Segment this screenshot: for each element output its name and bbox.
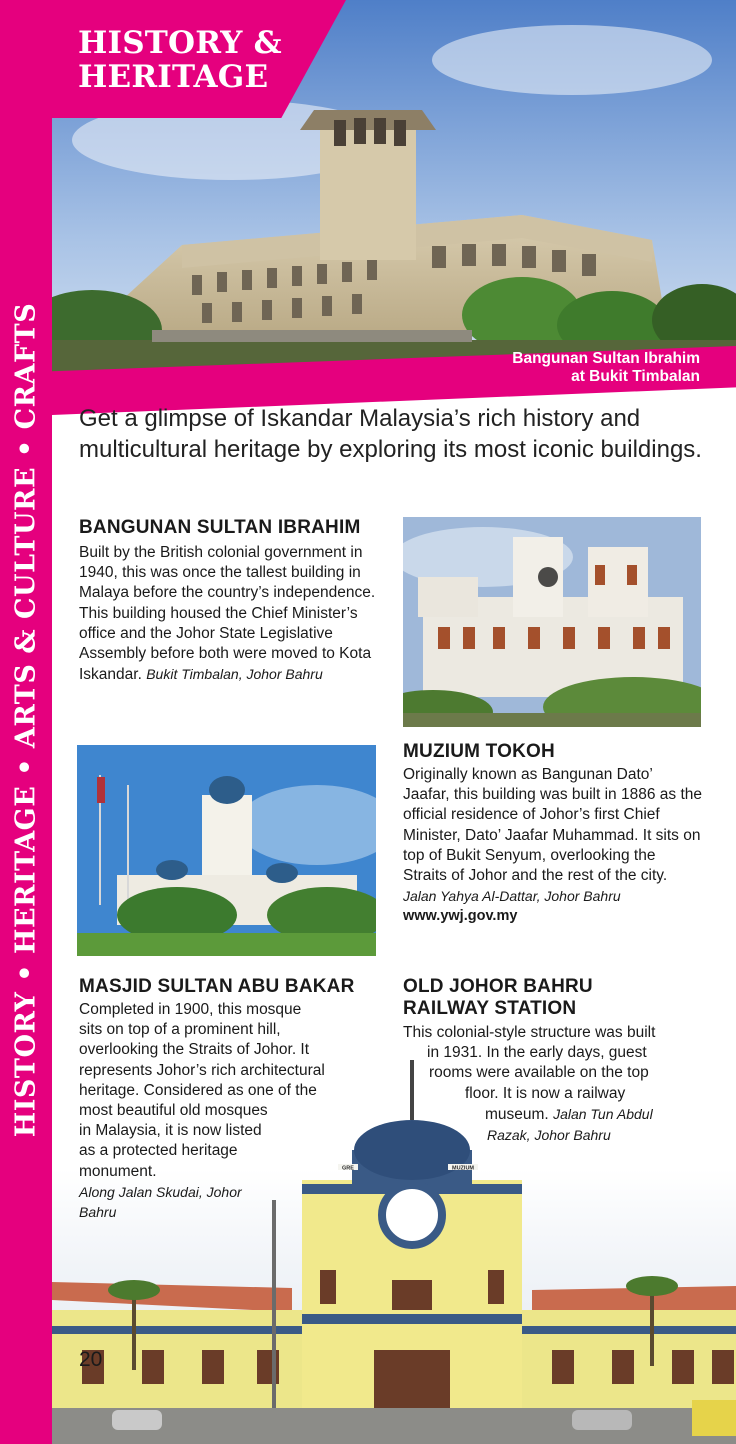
entry-title-old-johor-bahru-railway-station: [403, 976, 703, 1020]
entry-text: museum.: [485, 1105, 549, 1123]
hero-caption-line-2: at Bukit Timbalan: [571, 368, 700, 385]
entry-location: Bukit Timbalan, Johor Bahru: [146, 666, 323, 683]
station-sign-left: GRE: [342, 1165, 354, 1172]
page-title-line-1: HISTORY &: [78, 25, 282, 61]
entry-text-line: sits on top of a prominent hill,: [79, 1021, 281, 1039]
page-title: [78, 26, 338, 94]
side-category-strip: [0, 0, 52, 1444]
entry-text-line: in Malaysia, it is now listed: [79, 1122, 262, 1140]
photo-masjid-sultan-abu-bakar: [77, 745, 376, 956]
entry-location: Jalan Yahya Al-Dattar, Johor Bahru: [403, 888, 621, 905]
entry-location-part-2: Razak, Johor Bahru: [487, 1127, 611, 1144]
entry-text-line: floor. It is now a railway: [465, 1084, 626, 1102]
entry-title-bangunan-sultan-ibrahim: BANGUNAN SULTAN IBRAHIM: [79, 517, 361, 538]
entry-title-line-2: RAILWAY STATION: [403, 998, 577, 1019]
entry-location: Along Jalan Skudai, Johor Bahru: [79, 1183, 242, 1221]
entry-body-old-johor-bahru-railway-station: [403, 1023, 713, 1145]
entry-title-line-1: OLD JOHOR BAHRU: [403, 976, 593, 997]
page-title-line-2: HERITAGE: [78, 59, 269, 95]
entry-text-line: rooms were available on the top: [429, 1064, 649, 1082]
entry-body-masjid-sultan-abu-bakar: [79, 1000, 379, 1222]
hero-caption-line-1: Bangunan Sultan Ibrahim: [512, 350, 700, 367]
entry-text-line: as a protected heritage: [79, 1142, 238, 1160]
entry-title-masjid-sultan-abu-bakar: MASJID SULTAN ABU BAKAR: [79, 976, 355, 997]
entry-text-line-with-location: [403, 1104, 713, 1125]
station-sign-right: MUZIUM: [452, 1165, 474, 1172]
hero-photo-caption: [400, 350, 700, 386]
intro-paragraph: Get a glimpse of Iskandar Malaysia’s rich history and multicultural heritage by exploring its most iconic buildings.: [79, 405, 702, 463]
entry-text-line: overlooking the Straits of Johor. It: [79, 1041, 310, 1059]
entry-text: Built by the British colonial government in 1940, this was once the tallest building in Malaya before the country’s independence. This building housed the Chief Minister’s office and the Johor State Legislative Assembly before both were moved to Kota Iskandar.: [79, 544, 376, 684]
entry-title-muzium-tokoh: MUZIUM TOKOH: [403, 741, 555, 762]
entry-body-muzium-tokoh: [403, 765, 703, 927]
side-category-label: HISTORY • HERITAGE • ARTS & CULTURE • CRAFTS: [10, 302, 42, 1138]
entry-text-line: monument.: [79, 1162, 157, 1180]
entry-text: Originally known as Bangunan Dato’ Jaafar, this building was built in 1886 as the official residence of Johor’s first Chief Minister, Dato’ Jaafar Muhammad. It sits on top of Bukit Senyum, overlooking the Straits of Johor and the rest of the city.: [403, 766, 702, 885]
entry-text-line: in 1931. In the early days, guest: [427, 1044, 647, 1062]
entry-body-bangunan-sultan-ibrahim: [79, 543, 379, 685]
entry-text-line: represents Johor’s rich architectural: [79, 1061, 325, 1079]
page-number: 20: [79, 1348, 103, 1371]
entry-text-line: Completed in 1900, this mosque: [79, 1001, 302, 1018]
entry-text-line: most beautiful old mosques: [79, 1102, 268, 1120]
entry-location-part-1: Jalan Tun Abdul: [553, 1105, 653, 1122]
entry-website-link[interactable]: www.ywj.gov.my: [403, 908, 518, 925]
photo-muzium-tokoh: [403, 517, 701, 727]
entry-text-line: heritage. Considered as one of the: [79, 1081, 317, 1099]
entry-text-line: This colonial-style structure was built: [403, 1024, 656, 1041]
